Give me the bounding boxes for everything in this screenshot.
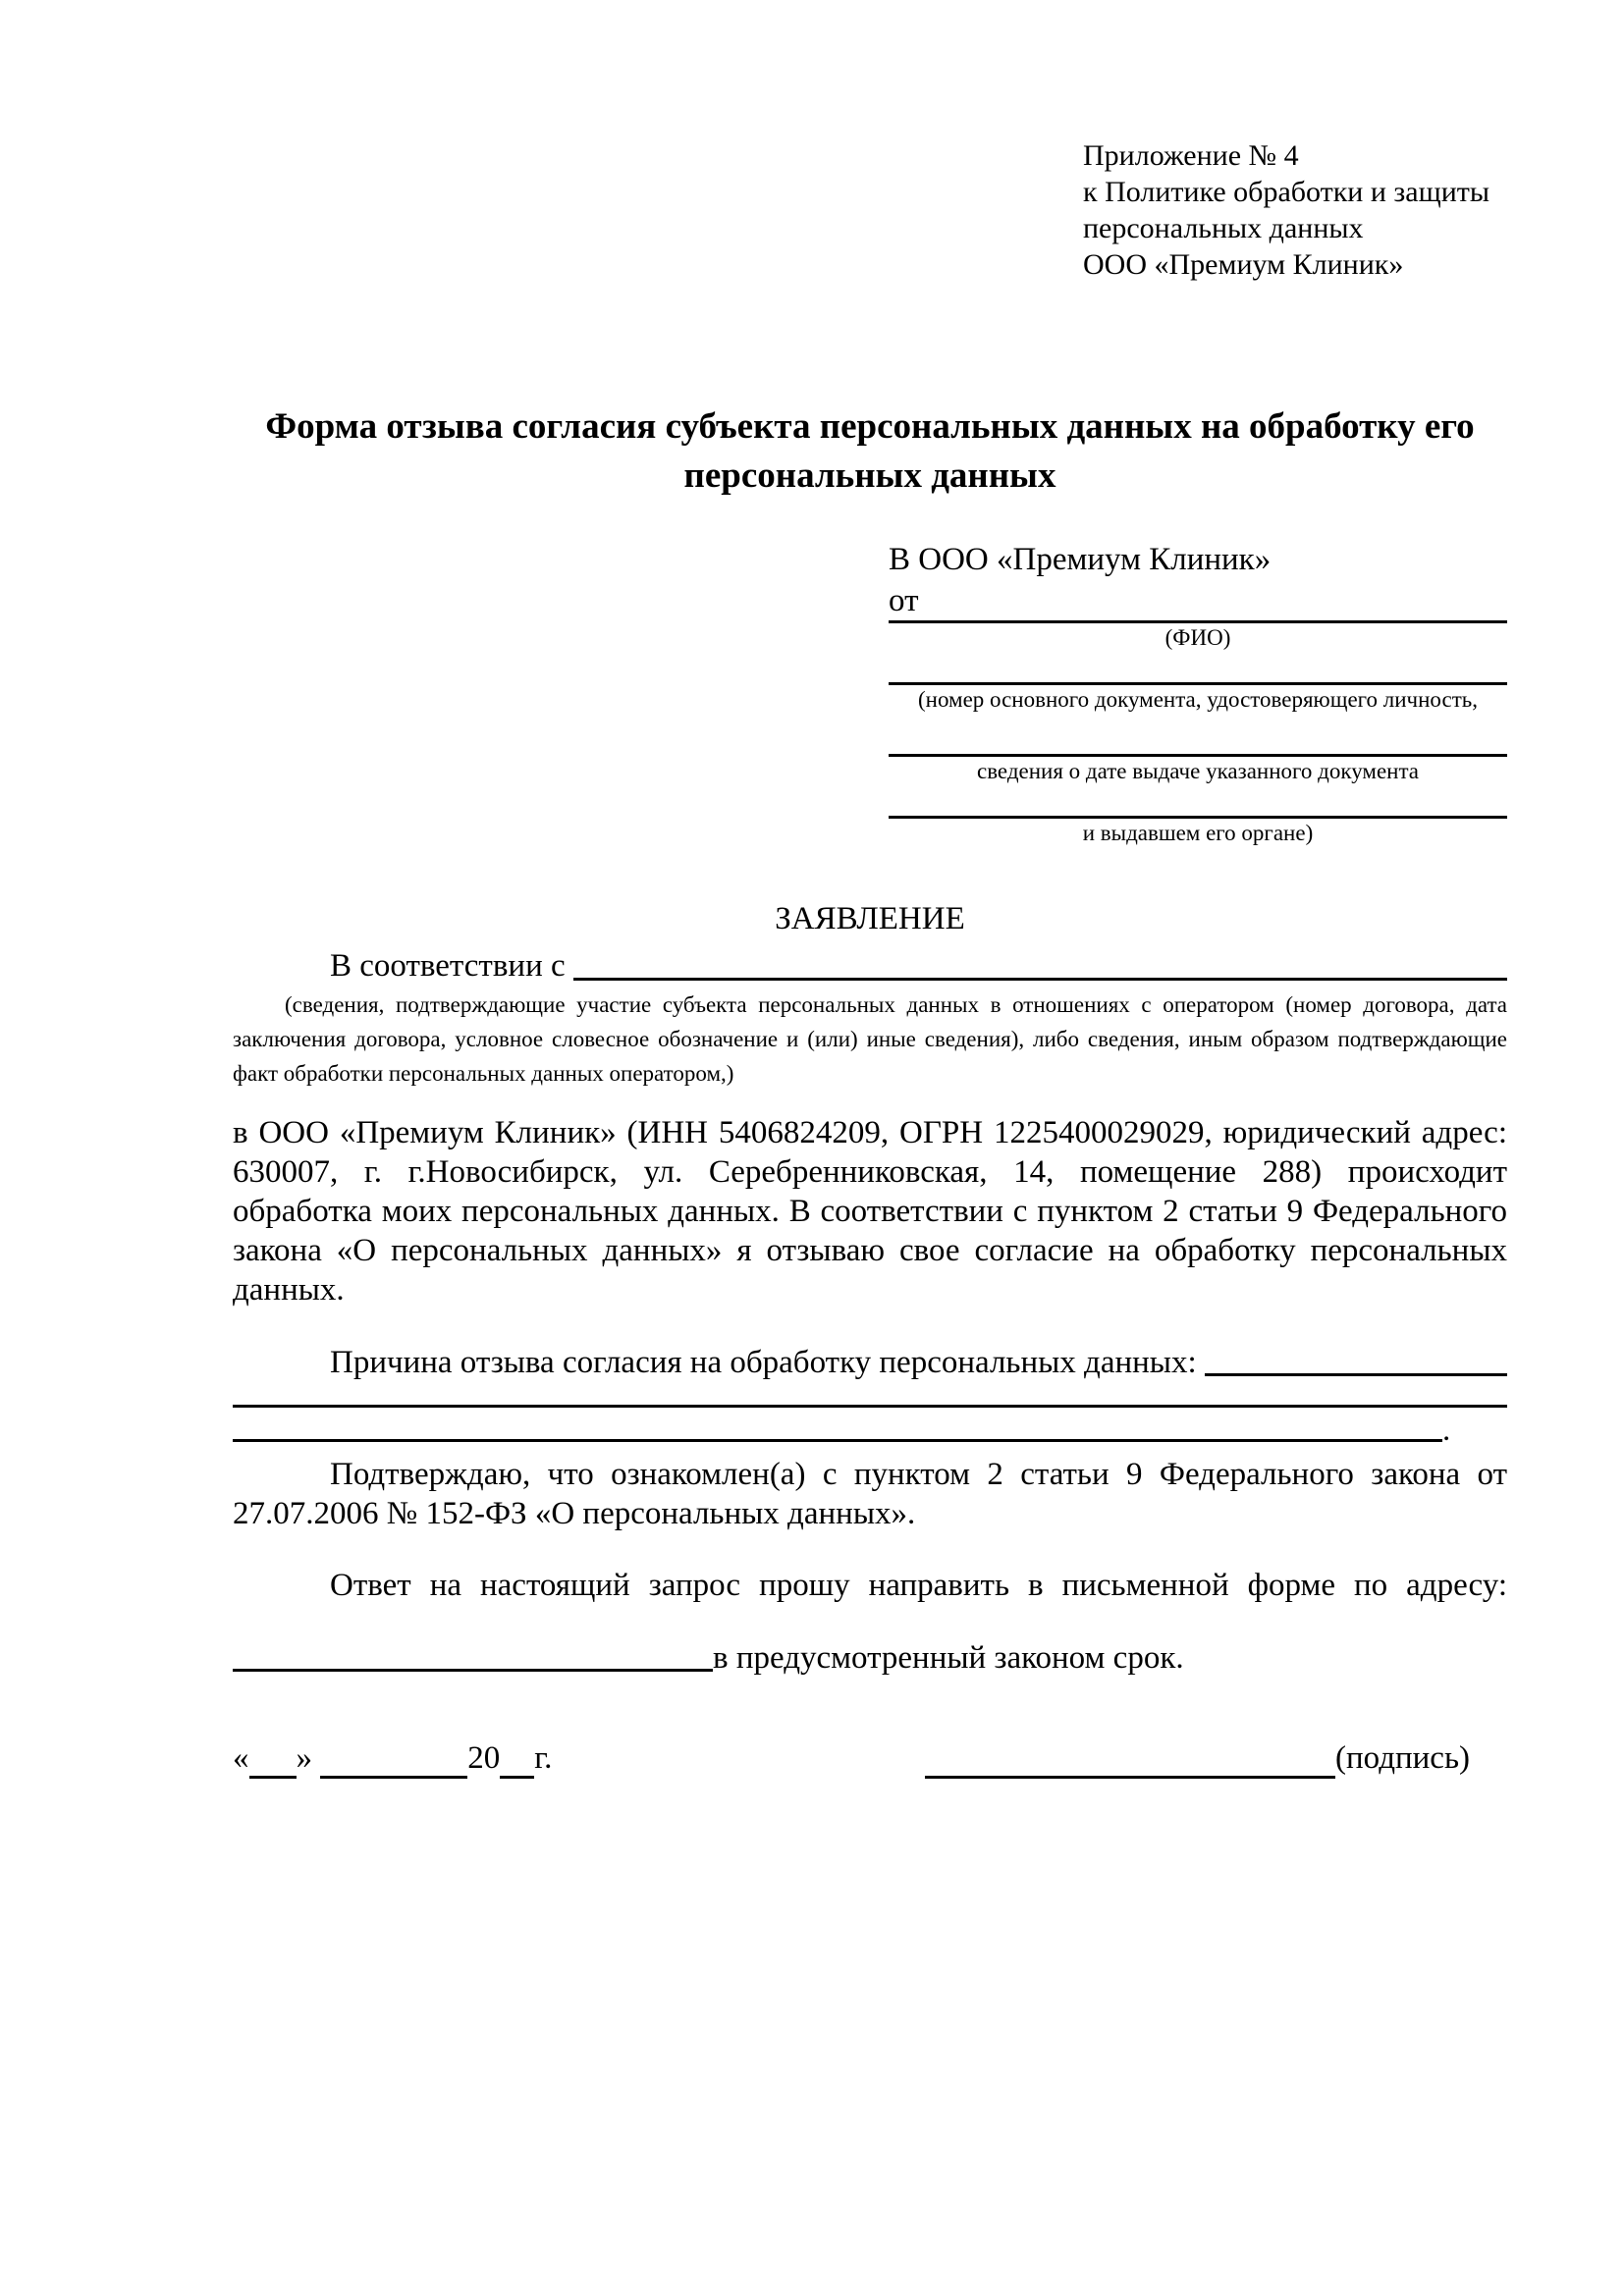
date-year-prefix: 20 <box>467 1740 501 1776</box>
date-quote-open: « <box>233 1740 249 1776</box>
date-month-input-line[interactable] <box>320 1742 467 1779</box>
date-day-input-line[interactable] <box>249 1742 297 1779</box>
date-year-input-line[interactable] <box>500 1742 534 1779</box>
date-year-suffix: г. <box>534 1740 553 1776</box>
confirmation-paragraph: Подтверждаю, что ознакомлен(а) с пунктом 2 статьи 9 Федерального закона от 27.07.2006 № 152-ФЗ «О персональных данных». <box>233 1457 1507 1531</box>
signature-caption: (подпись) <box>1335 1740 1470 1776</box>
fio-caption: (ФИО) <box>1164 625 1231 650</box>
signature-input-line[interactable] <box>925 1742 1335 1779</box>
signature-field <box>925 1737 1470 1779</box>
document-title: Форма отзыва согласия субъекта персональных данных на обработку его персональных данных <box>265 406 1475 496</box>
date-field <box>233 1737 552 1779</box>
id-document-caption: (номер основного документа, удостоверяющего личность, <box>917 687 1478 712</box>
reason-continuation-line-1[interactable] <box>233 1383 1507 1408</box>
reason-continuation-line-2[interactable] <box>233 1439 1442 1442</box>
statement-body: в ООО «Премиум Клиник» (ИНН 5406824209, ОГРН 1225400029029, юридический адрес: 630007, г. г.Новосибирск, ул. Серебренниковская, 14, помещение 288) происходит обработка моих персональных данных. В соответствии с пунктом 2 статьи 9 Федерального закона «О персональных данных» я отзываю свое согласие на обработку персональных данных. <box>233 1115 1507 1308</box>
document-content <box>233 0 1507 1779</box>
basis-input-line[interactable] <box>573 978 1507 981</box>
addressee-from: от <box>889 583 919 618</box>
appendix-header-line: Приложение № 4 <box>1083 139 1299 172</box>
reply-address-row <box>233 1637 1507 1679</box>
issuing-authority-caption: и выдавшем его органе) <box>1082 821 1314 845</box>
date-signature-row <box>233 1737 1507 1779</box>
addressee-block <box>889 538 1507 848</box>
issue-date-caption: сведения о дате выдаче указанного документа <box>976 759 1420 783</box>
reason-label: Причина отзыва согласия на обработку персональных данных: <box>330 1345 1205 1380</box>
addressee-to: В ООО «Премиум Клиник» <box>889 542 1272 577</box>
reply-tail-text: в предусмотренный законом срок. <box>713 1640 1184 1676</box>
reply-request-paragraph: Ответ на настоящий запрос прошу направить в письменной форме по адресу: <box>330 1568 1507 1603</box>
appendix-header-line: к Политике обработки и защиты <box>1083 176 1490 208</box>
appendix-header-line: ООО «Премиум Клиник» <box>1083 248 1404 281</box>
reason-continuation-row-2 <box>233 1408 1507 1449</box>
basis-row <box>233 944 1507 988</box>
reason-line-period: . <box>1442 1413 1451 1448</box>
reason-row <box>233 1342 1507 1383</box>
address-input-line[interactable] <box>233 1669 713 1672</box>
appendix-header <box>1083 137 1507 283</box>
statement-note: (сведения, подтверждающие участие субъекта персональных данных в отношениях с оператором (номер договора, дата заключения договора, условное словесное обозначение и (или) иные сведения), либо сведения, иным образом подтверждающие факт обработки персональных данных оператором,) <box>233 992 1507 1086</box>
date-quote-close: » <box>296 1740 312 1776</box>
statement-heading: ЗАЯВЛЕНИЕ <box>775 901 965 936</box>
basis-label: В соответствии с <box>330 948 573 984</box>
appendix-header-line: персональных данных <box>1083 212 1364 244</box>
reason-input-line[interactable] <box>1205 1373 1507 1376</box>
